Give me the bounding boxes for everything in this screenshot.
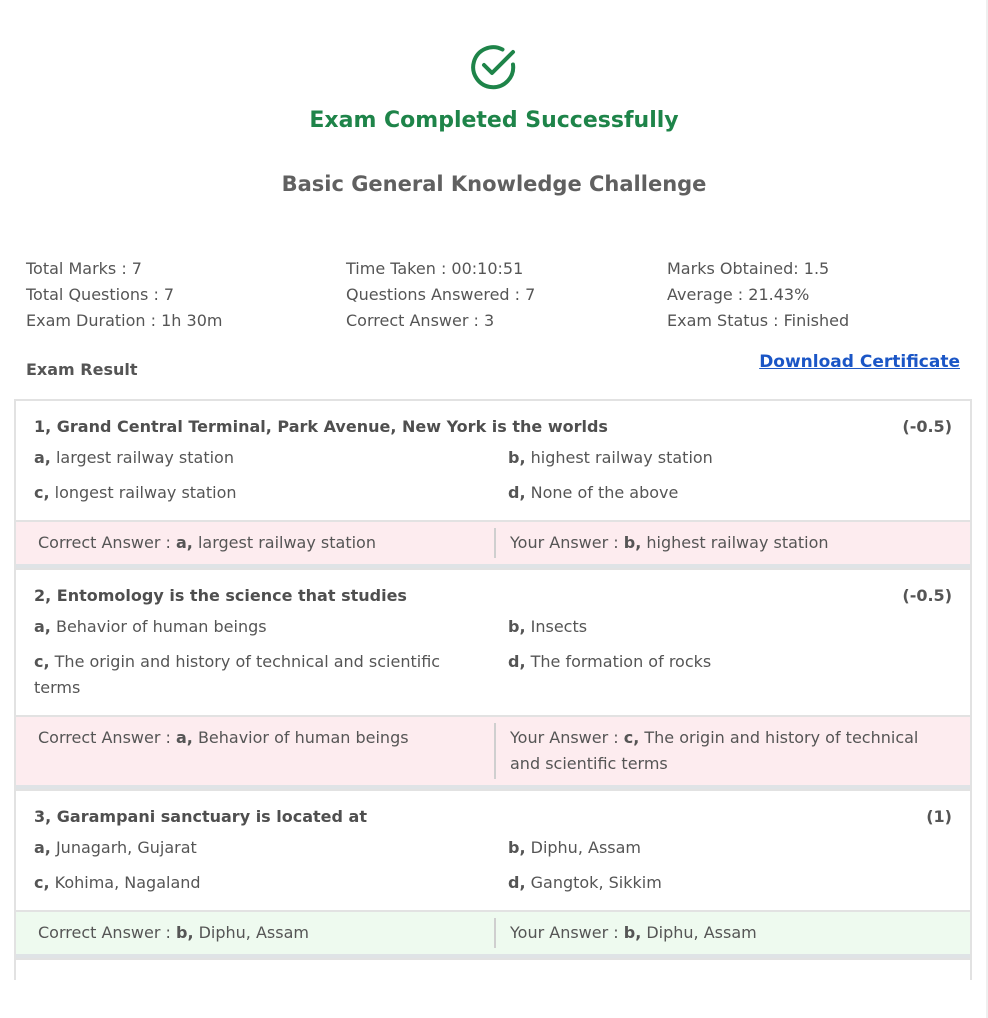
option-c: c, longest railway station [34, 483, 237, 502]
total-marks: Total Marks : 7 [26, 259, 142, 278]
question-title: 1, Grand Central Terminal, Park Avenue, New York is the worlds [34, 417, 608, 436]
answer-bar [16, 520, 970, 568]
exam-title: Basic General Knowledge Challenge [281, 172, 707, 196]
marks-obtained: Marks Obtained: 1.5 [667, 259, 830, 278]
option-a: a, Behavior of human beings [34, 617, 267, 636]
time-taken: Time Taken : 00:10:51 [346, 259, 524, 278]
question-card [14, 568, 972, 789]
question-marks: (-0.5) [902, 417, 952, 436]
options-grid [34, 835, 952, 896]
question-body [16, 401, 970, 520]
question-title: 2, Entomology is the science that studies [34, 586, 407, 605]
answer-bar [16, 715, 970, 789]
answer-bar [16, 910, 970, 958]
stats-column-2 [346, 256, 535, 334]
question-card [14, 789, 972, 958]
stats-column-1 [26, 256, 222, 334]
success-title: Exam Completed Successfully [309, 108, 679, 133]
next-question-card-edge [14, 958, 972, 980]
option-b: b, Insects [508, 617, 588, 636]
question-marks: (1) [926, 807, 952, 826]
option-b: b, highest railway station [508, 448, 713, 467]
option-c: c, Kohima, Nagaland [34, 873, 201, 892]
your-answer: Your Answer : b, highest railway station [510, 533, 829, 552]
question-body [16, 570, 970, 715]
question-marks: (-0.5) [902, 586, 952, 605]
option-b: b, Diphu, Assam [508, 838, 641, 857]
question-card [14, 399, 972, 568]
question-title: 3, Garampani sanctuary is located at [34, 807, 367, 826]
your-answer: Your Answer : c, The origin and history of technical and scientific terms [510, 728, 919, 773]
option-a: a, largest railway station [34, 448, 234, 467]
questions-answered: Questions Answered : 7 [346, 285, 536, 304]
correct-answer-count: Correct Answer : 3 [346, 311, 495, 330]
option-d: d, The formation of rocks [508, 652, 712, 671]
your-answer: Your Answer : b, Diphu, Assam [510, 923, 757, 942]
option-d: d, Gangtok, Sikkim [508, 873, 662, 892]
results-list [14, 399, 972, 980]
exam-duration: Exam Duration : 1h 30m [26, 311, 223, 330]
options-grid [34, 445, 952, 506]
total-questions: Total Questions : 7 [26, 285, 175, 304]
question-body [16, 791, 970, 910]
check-circle-icon [469, 42, 519, 92]
options-grid [34, 614, 952, 701]
correct-answer: Correct Answer : b, Diphu, Assam [16, 918, 496, 948]
option-c: c, The origin and history of technical and scientific terms [34, 652, 441, 697]
option-d: d, None of the above [508, 483, 679, 502]
download-certificate-link[interactable]: Download Certificate [759, 352, 960, 372]
exam-status: Exam Status : Finished [667, 311, 850, 330]
average: Average : 21.43% [667, 285, 810, 304]
correct-answer: Correct Answer : a, largest railway station [16, 528, 496, 558]
option-a: a, Junagarh, Gujarat [34, 838, 197, 857]
stats-column-3 [667, 256, 849, 334]
correct-answer: Correct Answer : a, Behavior of human beings [16, 723, 496, 779]
exam-result-label: Exam Result [26, 360, 138, 379]
